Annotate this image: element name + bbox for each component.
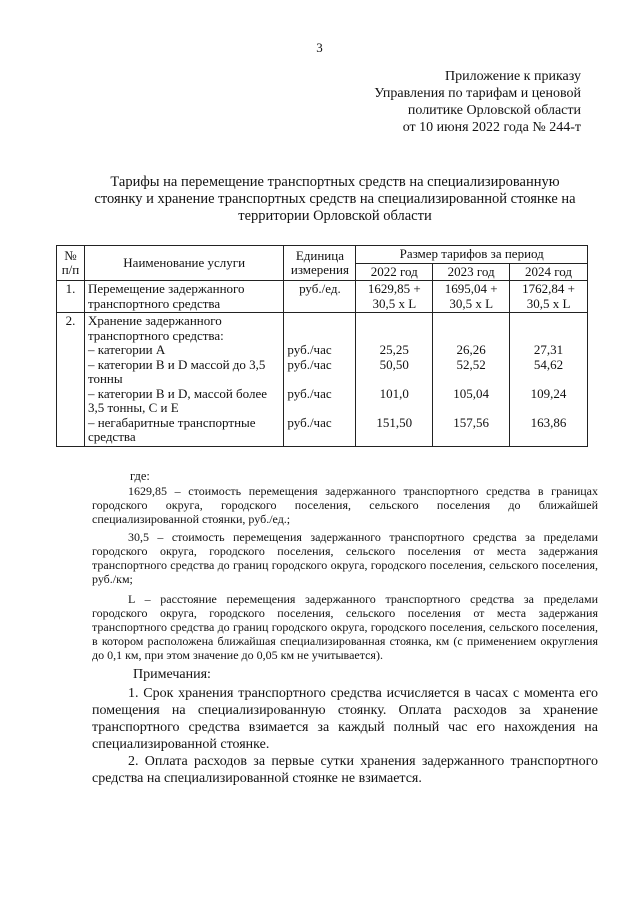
table-row (57, 313, 588, 447)
sub-item-value: 101,0 (379, 385, 409, 401)
sub-item-label: – негабаритные транспортные средства (87, 414, 256, 444)
row-value-2022: 1629,85 + 30,5 x L (356, 281, 433, 313)
row-value-2023: 1695,04 + 30,5 x L (433, 281, 510, 313)
sub-item-label: – категории B и D массой до 3,5 тонны (87, 356, 266, 386)
remarks-title: Примечания: (133, 667, 211, 682)
header-num: № п/п (57, 246, 85, 281)
sub-item-value: 27,31 (533, 342, 564, 357)
page-number: 3 (316, 40, 323, 55)
remark-paragraph: 2. Оплата расходов за первые сутки хранения задержанного транспортного средства на специализированной стоянке не взимается. (92, 754, 598, 786)
sub-item-value: 50,50 (379, 356, 409, 372)
row-value-2023 (433, 313, 510, 447)
header-service: Наименование услуги (84, 246, 283, 281)
appendix-line: политике Орловской области (407, 103, 581, 118)
sub-item-unit: руб./час (287, 342, 332, 357)
title-line: стоянку и хранение транспортных средств на специализированной стоянке на (94, 191, 576, 207)
tariffs-table (56, 245, 588, 447)
appendix-header (321, 68, 581, 136)
table-row (57, 281, 588, 313)
row-service: Перемещение задержанного транспортного средства (84, 281, 283, 313)
row-value-2024 (510, 313, 588, 447)
sub-item-value: 151,50 (376, 414, 413, 430)
header-2024: 2024 год (510, 263, 588, 281)
appendix-line: Управления по тарифам и ценовой (374, 86, 581, 101)
header-unit: Единица измерения (284, 246, 356, 281)
header-2023: 2023 год (433, 263, 510, 281)
appendix-line: от 10 июня 2022 года № 244-т (402, 120, 581, 135)
sub-item-value: 26,26 (456, 342, 486, 357)
row-unit (284, 313, 356, 447)
sub-item-value: 54,62 (533, 356, 564, 372)
title-line: территории Орловской области (238, 208, 432, 224)
row-unit: руб./ед. (284, 281, 356, 313)
header-2022: 2022 год (356, 263, 433, 281)
row-value-2024: 1762,84 + 30,5 x L (510, 281, 588, 313)
row-value-2022 (356, 313, 433, 447)
sub-item-label: – категории B и D, массой более 3,5 тонны, C и E (87, 385, 268, 415)
row-service (84, 313, 283, 447)
definition-paragraph: L – расстояние перемещения задержанного транспортного средства за пределами городского округа, городского поселения, сельского поселения от места задержания транспортного средства до границ городского округа, городского поселения, сельского поселения, в котором расположена ближайшая специализированная стоянка, км (с применением округления до 0,1 км, при этом значение до 0,05 км не учитывается). (92, 592, 598, 662)
header-period: Размер тарифов за период (356, 246, 588, 264)
sub-item-value: 109,24 (530, 385, 567, 401)
remark-paragraph: 1. Срок хранения транспортного средства исчисляется в часах с момента его помещения на специализированную стоянку. Оплата расходов за хранение транспортного средства взимается за каждый полный час его нахождения на специализированной стоянке. (92, 686, 598, 752)
sub-item-value: 157,56 (453, 414, 490, 430)
sub-item-unit: руб./час (287, 385, 332, 401)
sub-item-value: 163,86 (530, 414, 567, 430)
row-num: 1. (57, 281, 85, 313)
sub-item-value: 105,04 (453, 385, 490, 401)
row-service-title: Хранение задержанного транспортного средства: (87, 313, 224, 343)
sub-item-value: 25,25 (379, 342, 409, 357)
table-header-row (57, 246, 588, 264)
sub-item-value: 52,52 (456, 356, 486, 372)
definition-paragraph: 1629,85 – стоимость перемещения задержанного транспортного средства в границах городского округа, городского поселения, сельского поселения до ближайшей специализированной стоянки, руб./ед.; (92, 484, 598, 526)
sub-item-unit: руб./час (287, 414, 332, 430)
title-line: Тарифы на перемещение транспортных средств на специализированную (110, 174, 560, 190)
where-label: где: (130, 469, 150, 483)
document-title (70, 174, 600, 225)
sub-item-label: – категории А (87, 342, 166, 357)
appendix-line: Приложение к приказу (445, 69, 581, 84)
definition-paragraph: 30,5 – стоимость перемещения задержанного транспортного средства за пределами городского округа, городского поселения, сельского поселения от места задержания транспортного средства до границ городского округа, городского поселения, сельского поселения, руб./км; (92, 530, 598, 586)
row-num: 2. (57, 313, 85, 447)
sub-item-unit: руб./час (287, 356, 332, 372)
